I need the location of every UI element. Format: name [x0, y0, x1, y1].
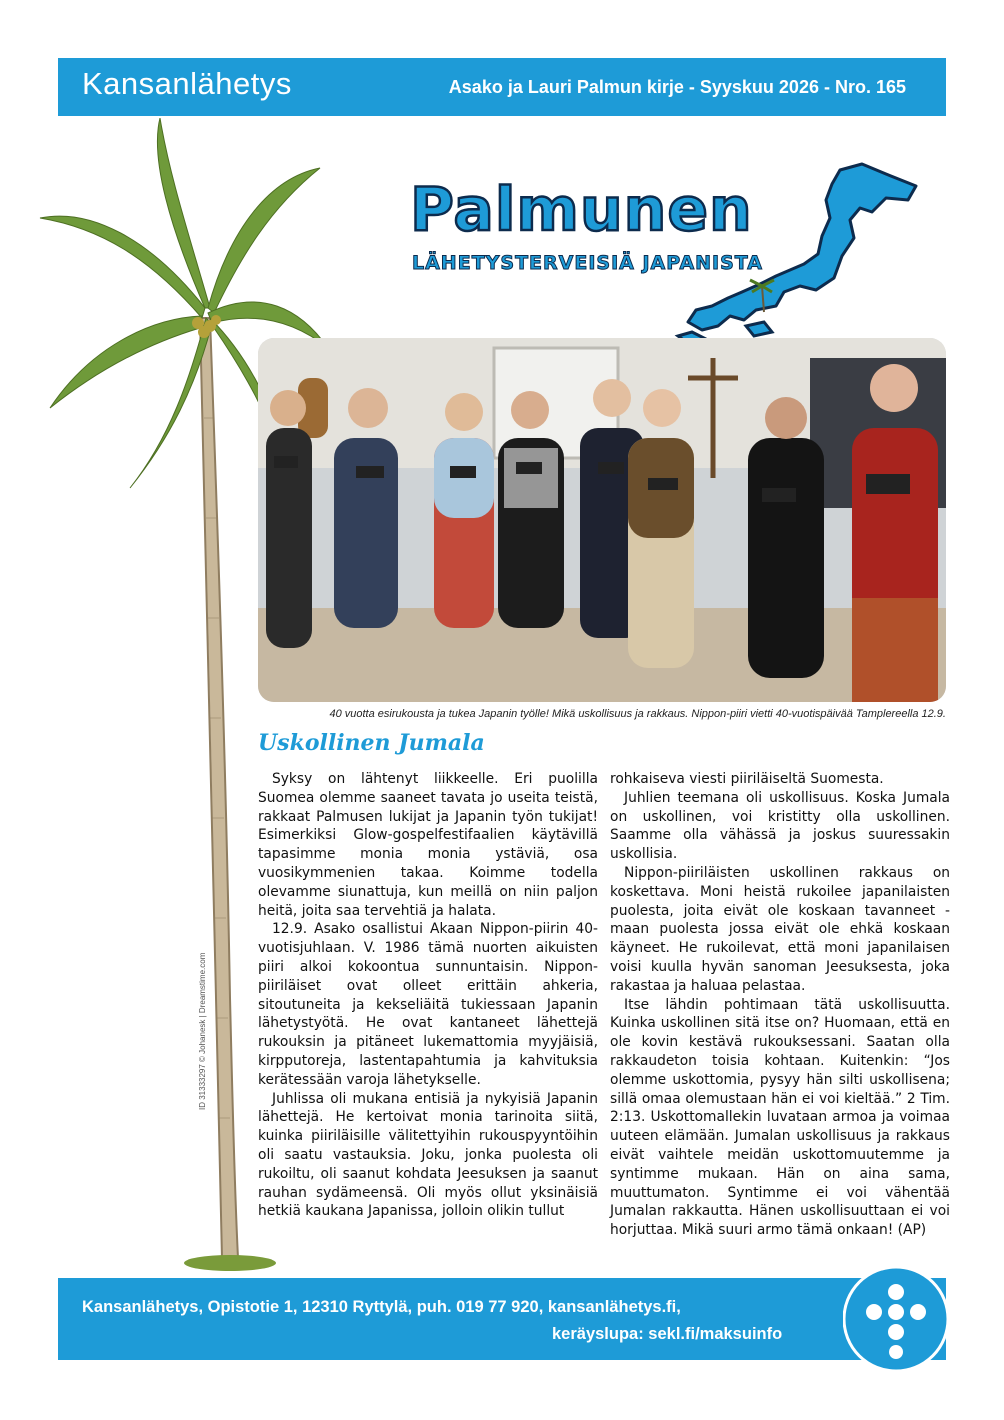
masthead-subtitle: LÄHETYSTERVEISIÄ JAPANISTA	[412, 252, 763, 274]
footer-address: Kansanlähetys, Opistotie 1, 12310 Ryttylä, puh. 019 77 920, kansanlähetys.fi,	[82, 1298, 681, 1316]
article-heading: Uskollinen Jumala	[258, 730, 485, 756]
paragraph: Juhlissa oli mukana entisiä ja nykyisiä Japanin lähettejä. He kertoivat monia tarinoita siitä, kuinka piiriläisille välitettyihin rukouspyyntöihin oli saatu vastauksia. Joku, jonka puolesta oli rukoiltu, oli saanut kohdata Jeesuksen ja saanut rauhan sydämeensä. Oli myös ollut yksinäisiä hetkiä kaukana Japanissa, jolloin olikin tullut	[258, 1090, 598, 1220]
article-column-1	[258, 770, 598, 1221]
paragraph: Nippon-piiriläisten uskollinen rakkaus on koskettava. Moni heistä rukoilee japanilaisten puolesta, joita eivät ole koskaan tavanneet - maan puolesta jossa eivät ole ehkä koskaan käyneet. He rukoilevat, että moni japanilaisen voisi kuulla hyvän sanoman Jeesuksesta, joka rakastaa ja haluaa pelastaa.	[610, 864, 950, 994]
paragraph: Juhlien teemana oli uskollisuus. Koska Jumala on uskollinen, voi kristitty olla uskollinen. Saamme olla vähässä ja joskus suuressakin uskollisia.	[610, 789, 950, 863]
paragraph: rohkaiseva viesti piiriläiseltä Suomesta.	[610, 771, 884, 787]
kansanlahetys-cross-logo-icon	[843, 1266, 949, 1372]
issue-info: Asako ja Lauri Palmun kirje - Syyskuu 2026 - Nro. 165	[448, 77, 906, 97]
masthead-title: Palmunen	[410, 175, 753, 245]
brand-name: Kansanlähetys	[82, 66, 292, 101]
image-credit: ID 31333297 © Johanesk | Dreamstime.com	[198, 952, 207, 1110]
paragraph: Itse lähdin pohtimaan tätä uskollisuutta. Kuinka uskollinen sitä itse on? Huomaan, että en ole kovin kestävä rukouksessani. Saatan olla rakkaudeton toisia kohtaan. Kuitenkin: “Jos olemme uskottomia, pysyy hän silti uskollisena; sillä omaa olemustaan hän ei voi kieltää.” 2 Tim. 2:13. Uskottomallekin luvataan armoa ja voimaa uuteen elämään. Jumalan uskollisuus ja rakkaus eivät vaihtele meidän uskottomuutemme ja syntimme mukaan. Hän on aina sama, muuttumaton. Syntimme ei voi vähentää Jumalan rakkautta. Hänen uskollisuuttaan ei voi horjuttaa. Mikä suuri armo tämä onkaan! (AP)	[610, 996, 950, 1239]
header-bar	[58, 58, 946, 116]
footer-permit: keräyslupa: sekl.fi/maksuinfo	[552, 1325, 783, 1343]
japan-map-illustration	[672, 160, 922, 350]
footer-bar	[58, 1278, 946, 1360]
paragraph: Syksy on lähtenyt liikkeelle. Eri puolilla Suomea olemme saaneet tavata jo useita teistä, rakkaat Palmusen lukijat ja Japanin työn tukijat! Esimerkiksi Glow-gospelfestifaalien käytävillä tapasimme monia monia ystäviä, osa vuosikymmenien takaa. Koimme todella olevamme siunattuja, kun meillä on niin paljon heitä, joita saa tervehtiä ja halata.	[258, 771, 598, 919]
paragraph: 12.9. Asako osallistui Akaan Nippon-piirin 40-vuotisjuhlaan. V. 1986 tämä nuorten aikuisten piiri alkoi kokoontua sunnuntaisin. Nippon-piiriläiset ovat olleet erittäin ahkeria, sitoutuneita ja kekseliäitä tukiessaan Japanin lähetystyötä. He ovat kantaneet lähettejä rukouksin ja pitäneet lukemattomia myyjäisiä, kirpputoreja, lastentapahtumia ja kahvituksia kerätessään varoja lähetykselle.	[258, 921, 598, 1088]
group-photo	[258, 338, 946, 702]
photo-caption: 40 vuotta esirukousta ja tukea Japanin työlle! Mikä uskollisuus ja rakkaus. Nippon-piiri vietti 40-vuotispäivää Tamplereella 12.9.	[329, 708, 946, 720]
article-column-2	[610, 770, 950, 1240]
